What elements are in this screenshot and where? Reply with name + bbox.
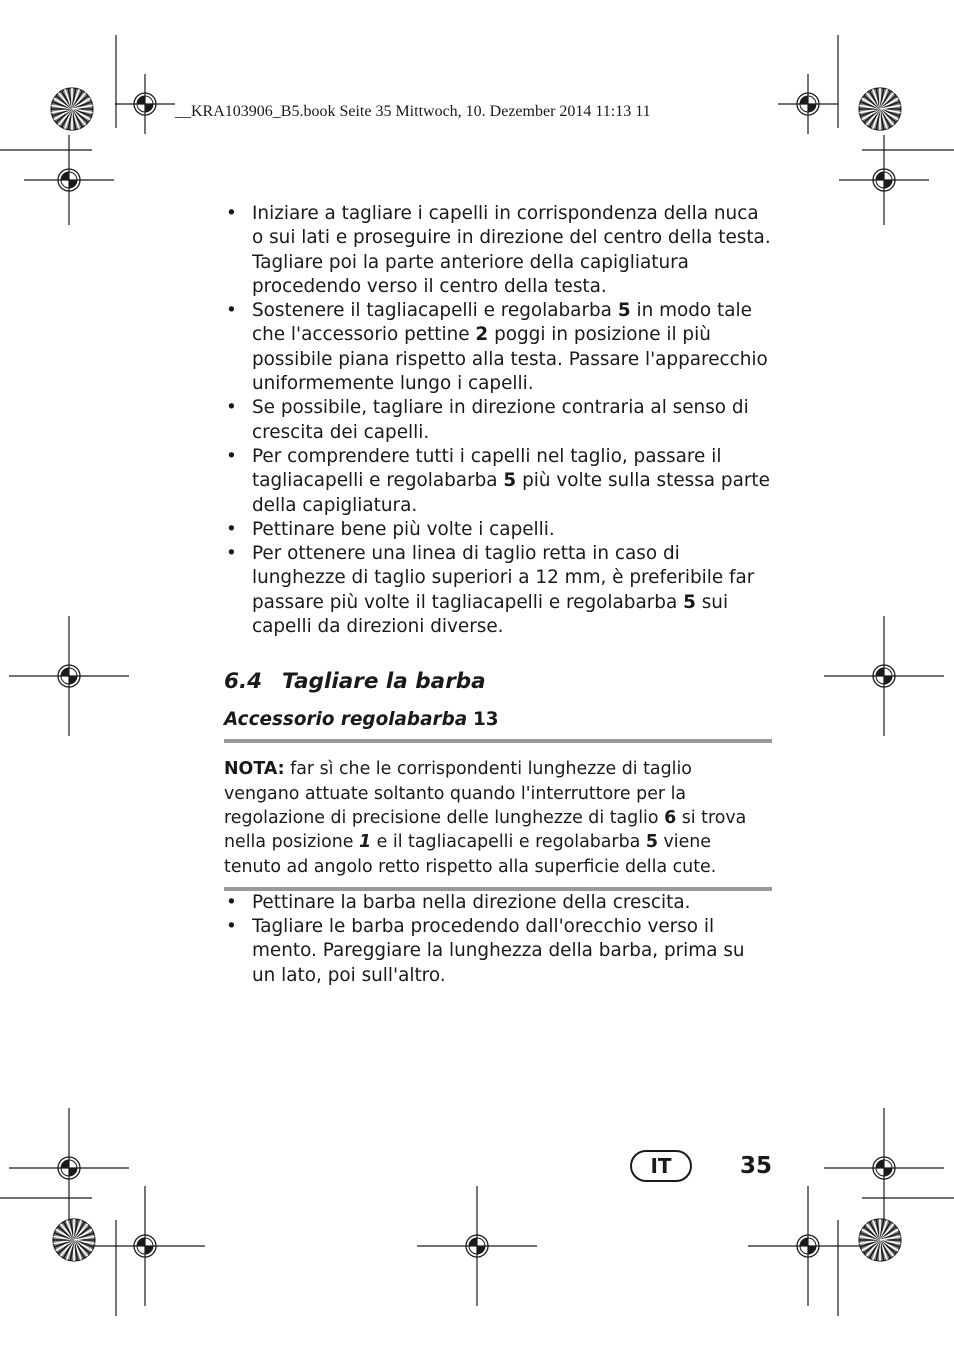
registration-crosshair	[778, 74, 838, 134]
ref-number: 6	[664, 807, 677, 828]
ref-number: 1	[359, 832, 372, 853]
registration-starburst	[53, 1219, 95, 1261]
text-run: Sostenere il tagliacapelli e regolabarba	[252, 300, 618, 322]
text-run: far sì che le corrispondenti lunghezze di taglio vengano attuate soltanto quando l'interruttore per la regolazione di precisione delle lunghezze di taglio	[224, 759, 692, 828]
text-run: Tagliare le barba procedendo dall'orecchio verso il mento. Pareggiare la lunghezza della barba, prima su un lato, poi sull'altro.	[252, 916, 745, 986]
subsection-ref: 13	[473, 709, 499, 731]
text-run: Iniziare a tagliare i capelli in corrispondenza della nuca o sui lati e proseguire in direzione del centro della testa. Tagliare poi la parte anteriore della capigliatura procedendo verso il centro della testa.	[252, 203, 771, 297]
registration-crosshair	[824, 1108, 944, 1228]
ref-number: 5	[645, 832, 658, 853]
ref-number: 2	[475, 324, 489, 346]
registration-crosshair	[748, 1186, 868, 1306]
subsection-label: Accessorio regolabarba	[224, 709, 468, 731]
text-run: e il tagliacapelli e regolabarba	[371, 832, 646, 853]
bullet-item	[224, 396, 772, 445]
registration-crosshair	[839, 135, 929, 225]
registration-crosshair	[9, 1108, 129, 1228]
ref-number: 5	[503, 470, 517, 492]
bullet-item	[224, 202, 772, 299]
bullet-item	[224, 891, 772, 915]
ref-number: 5	[683, 591, 696, 613]
page-content	[224, 202, 772, 988]
bullet-item	[224, 299, 772, 396]
registration-crosshair	[85, 1186, 205, 1306]
registration-crosshair	[9, 616, 129, 736]
section-number: 6.4	[224, 669, 263, 695]
subsection-heading	[224, 707, 772, 733]
registration-crosshair	[824, 616, 944, 736]
registration-crosshair	[24, 135, 114, 225]
bullet-item	[224, 915, 772, 988]
page-number: 35	[740, 1153, 773, 1179]
bullet-list-hair	[224, 202, 772, 639]
language-badge: IT	[630, 1150, 692, 1182]
bullet-list-beard	[224, 891, 772, 988]
text-run: Per comprendere tutti i capelli nel taglio, passare il tagliacapelli e regolabarba	[252, 445, 722, 492]
registration-starburst	[859, 88, 901, 130]
text-run: Se possibile, tagliare in direzione contraria al senso di crescita dei capelli.	[252, 397, 749, 443]
bullet-item	[224, 518, 772, 542]
text-run: poggi in posizione il più possibile piana rispetto alla testa. Passare l'apparecchio uniformemente lungo i capelli.	[252, 324, 768, 395]
registration-starburst	[859, 1219, 901, 1261]
text-run: in modo tale che l'accessorio pettine	[252, 300, 752, 346]
section-heading	[224, 667, 772, 697]
text-run: Pettinare bene più volte i capelli.	[252, 518, 555, 540]
bullet-item	[224, 445, 772, 518]
registration-crosshair	[417, 1186, 537, 1306]
text-run: Per ottenere una linea di taglio retta in caso di lunghezze di taglio superiori a 12 mm, è preferibile far passare più volte il tagliacapelli e regolabarba	[252, 543, 755, 613]
bullet-item	[224, 542, 772, 639]
ref-number: 5	[617, 300, 631, 322]
note-text	[224, 759, 746, 876]
registration-crosshair	[115, 74, 175, 134]
note-label: NOTA:	[224, 759, 285, 780]
section-title: Tagliare la barba	[282, 669, 486, 695]
text-run: si trova nella posizione	[224, 807, 747, 853]
print-header: __KRA103906_B5.book Seite 35 Mittwoch, 10. Dezember 2014 11:13 11	[175, 103, 651, 120]
note-box	[224, 739, 772, 890]
text-run: Pettinare la barba nella direzione della crescita.	[252, 891, 691, 913]
text-run: viene tenuto ad angolo retto rispetto alla superficie della cute.	[224, 832, 717, 877]
text-run: sui capelli da direzioni diverse.	[252, 591, 729, 638]
text-run: più volte sulla stessa parte della capigliatura.	[252, 470, 770, 516]
registration-starburst	[51, 88, 93, 130]
